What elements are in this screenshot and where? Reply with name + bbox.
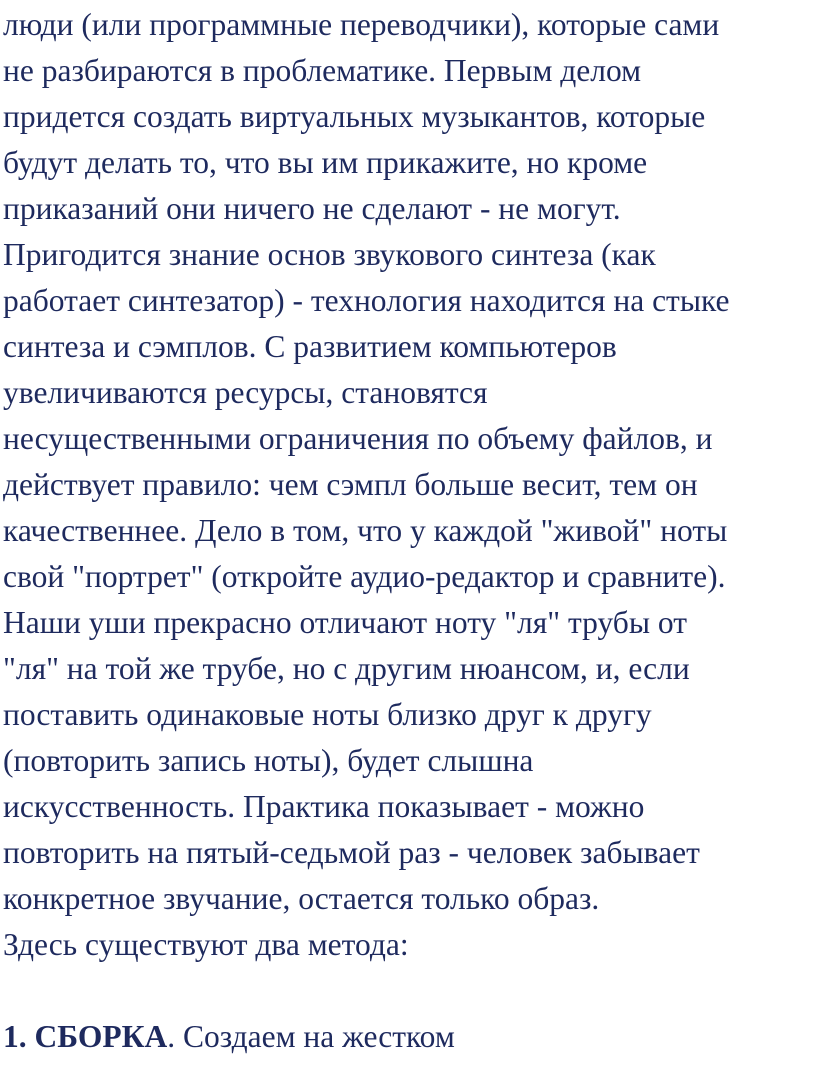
text-line: синтеза и сэмплов. С развитием компьютеров: [3, 329, 617, 364]
text-line: искусственность. Практика показывает - можно: [3, 789, 645, 824]
text-line: повторить на пятый-седьмой раз - человек забывает: [3, 835, 700, 870]
section-heading-text: . Создаем на жестком: [167, 1019, 455, 1054]
text-line: Пригодится знание основ звукового синтеза (как: [3, 237, 656, 272]
text-line: Здесь существуют два метода:: [3, 927, 409, 962]
text-line: "ля" на той же трубе, но с другим нюансом, и, если: [3, 651, 690, 686]
text-line: будут делать то, что вы им прикажите, но кроме: [3, 145, 648, 180]
text-line: качественнее. Дело в том, что у каждой "живой" ноты: [3, 513, 728, 548]
text-line: действует правило: чем сэмпл больше весит, тем он: [3, 467, 698, 502]
text-line: Наши уши прекрасно отличают ноту "ля" трубы от: [3, 605, 687, 640]
text-line: не разбираются в проблематике. Первым делом: [3, 53, 642, 88]
text-line: увеличиваются ресурсы, становятся: [3, 375, 488, 410]
text-line: несущественными ограничения по объему файлов, и: [3, 421, 713, 456]
text-line: свой "портрет" (откройте аудио-редактор и сравните).: [3, 559, 726, 594]
text-line: придется создать виртуальных музыкантов, которые: [3, 99, 706, 134]
text-line: поставить одинаковые ноты близко друг к другу: [3, 697, 652, 732]
section-heading-line: [3, 1014, 455, 1060]
text-line: люди (или программные переводчики), которые сами: [3, 7, 720, 42]
text-line: приказаний они ничего не сделают - не могут.: [3, 191, 621, 226]
text-line: работает синтезатор) - технология находится на стыке: [3, 283, 730, 318]
text-line: (повторить запись ноты), будет слышна: [3, 743, 534, 778]
text-line: конкретное звучание, остается только образ.: [3, 881, 600, 916]
section-heading-number: 1. СБОРКА: [3, 1019, 168, 1054]
